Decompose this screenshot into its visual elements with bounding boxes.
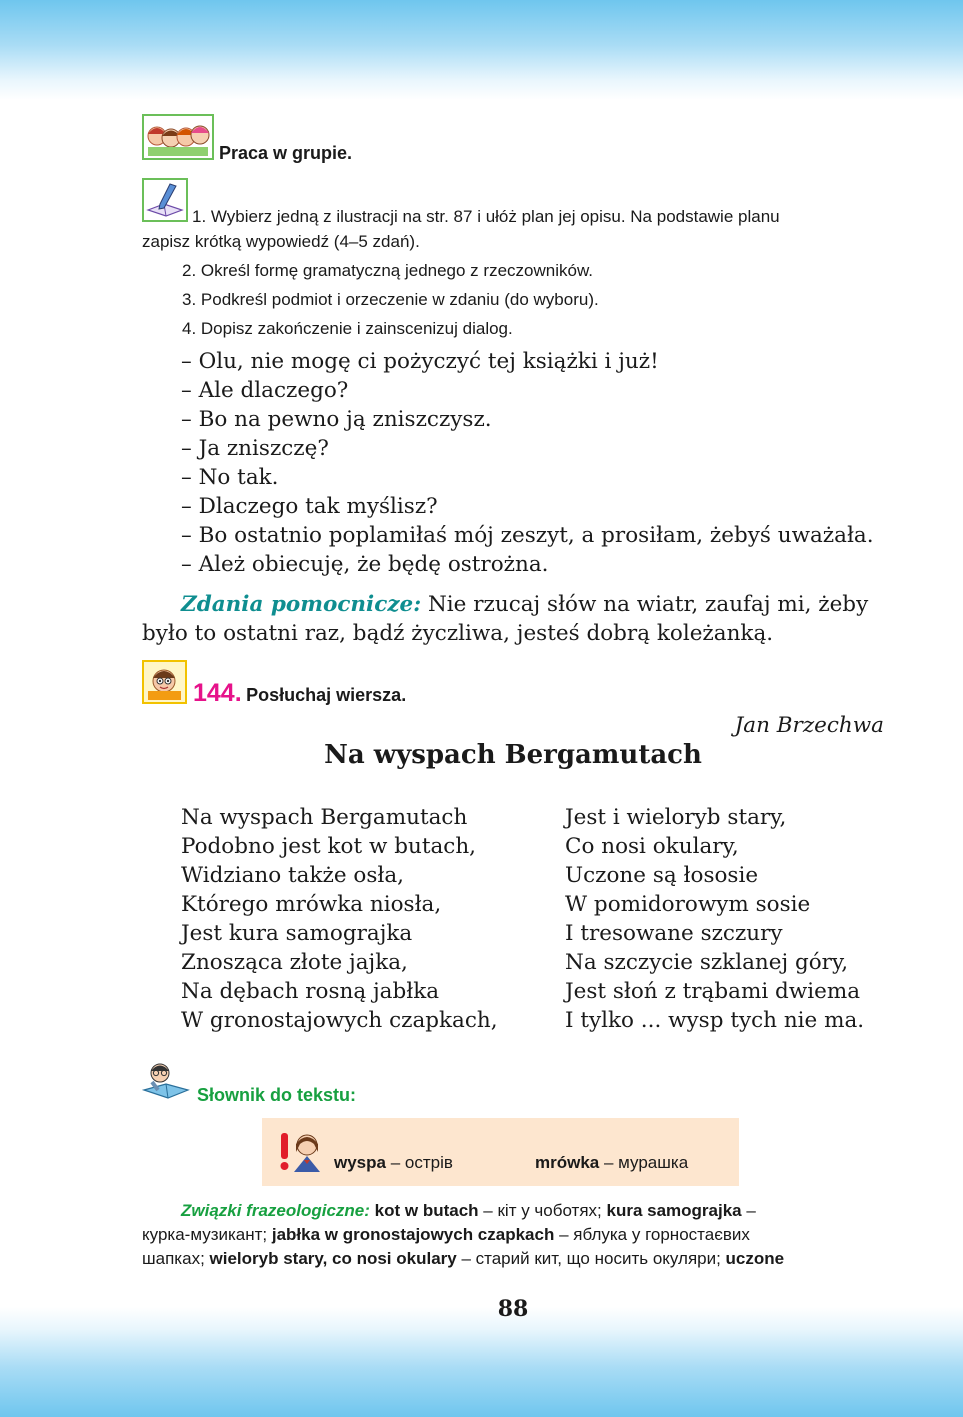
vocab-entry-2 [535,1153,688,1173]
poem-line: I tresowane szczury [565,921,783,946]
phrase-translation: – яблука у горностаєвих [554,1225,750,1244]
phrase-translation: курка-музикант; [142,1225,272,1244]
phrase-translation: – кіт у чоботях; [478,1201,607,1220]
helper-label: Zdania pomocnicze: [181,592,422,617]
top-decorative-band [0,0,963,100]
phraseology-label: Związki frazeologiczne: [181,1201,370,1220]
vocab-word: wyspa [334,1153,386,1172]
poem-line: Znosząca złote jajka, [181,950,408,975]
dialog-line: – No tak. [181,465,279,490]
poem-right-column [565,803,864,1035]
poem-line: Jest i wieloryb stary, [565,805,787,830]
dialog-line: – Ale dlaczego? [181,378,349,403]
dialog-line: – Olu, nie mogę ci pożyczyć tej książki i już! [181,349,659,374]
poem-line: Na szczycie szklanej góry, [565,950,849,975]
phrase-translation: – [741,1201,756,1220]
vocab-entry-1 [334,1153,453,1173]
pen-and-book-icon [142,178,188,222]
group-work-label: Praca w grupie. [219,143,353,163]
phrase-translation: шапках; [142,1249,210,1268]
group-of-kids-icon [142,114,214,160]
phrase: jabłka w gronostajowych czapkach [271,1225,555,1244]
dialog-line: – Dlaczego tak myślisz? [181,494,438,519]
poem-line: W pomidorowym sosie [565,892,811,917]
poem-line: Jest słoń z trąbami dwiema [565,979,861,1004]
poem-line: Podobno jest kot w butach, [181,834,477,859]
poem-line: Co nosi okulary, [565,834,739,859]
dialog-line: – Bo ostatnio poplamiłaś mój zeszyt, a prosiłam, żebyś uważała. [181,523,874,548]
exercise-144-heading [193,679,406,708]
vocab-translation: – острів [385,1153,453,1172]
dialog-line: – Ależ obiecuję, że będę ostrożna. [181,552,549,577]
phrase-translation: – старий кит, що носить окуляри; [456,1249,726,1268]
phrase: kura samograjka [606,1201,742,1220]
poem-author: Jan Brzechwa [734,713,884,738]
vocab-word: mrówka [535,1153,600,1172]
phrase: uczone [725,1249,785,1268]
dialog-line: – Bo na pewno ją zniszczysz. [181,407,492,432]
helper-text: Nie rzucaj słów na wiatr, zaufaj mi, żeby [421,592,869,617]
poem-line: Na dębach rosną jabłka [181,979,440,1004]
dialog [181,347,874,579]
poem-line: Którego mrówka niosła, [181,892,442,917]
dictionary-heading: Słownik do tekstu: [197,1085,357,1105]
task-4-text: 4. Dopisz zakończenie i zainscenizuj dialog. [182,319,513,338]
poem-left-column [181,803,498,1035]
phrase: wieloryb stary, co nosi okulary [209,1249,457,1268]
task-3-text: 3. Podkreśl podmiot i orzeczenie w zdaniu (do wyboru). [182,290,599,309]
reading-child-icon [142,1060,190,1102]
helper-sentences-line-1 [181,590,868,619]
exercise-instruction: Posłuchaj wiersza. [246,685,407,705]
poem-line: I tylko ... wysp tych nie ma. [565,1008,865,1033]
vocab-translation: – мурашка [599,1153,689,1172]
bottom-decorative-band [0,1307,963,1417]
poem-line: Jest kura samograjka [181,921,413,946]
exercise-number: 144. [193,679,242,707]
listening-child-icon [142,660,187,704]
helper-sentences-line-2: było to ostatni raz, bądź życzliwa, jesteś dobrą koleżanką. [142,621,774,646]
phraseology-line-1 [181,1199,756,1223]
phraseology-line-3 [142,1247,784,1271]
poem-title: Na wyspach Bergamutach [324,740,702,770]
phraseology-line-2 [142,1223,750,1247]
dialog-line: – Ja zniszczę? [181,436,329,461]
poem-line: Uczone są łososie [565,863,759,888]
poem-line: Widziano także osła, [181,863,404,888]
poem-line: W gronostajowych czapkach, [181,1008,498,1033]
page-number: 88 [497,1296,529,1322]
task-2-text: 2. Określ formę gramatyczną jednego z rzeczowników. [182,261,594,280]
exclamation-girl-icon [278,1130,324,1174]
task-1-continuation: zapisz krótką wypowiedź (4–5 zdań). [142,232,420,251]
task-1-text: 1. Wybierz jedną z ilustracji na str. 87 i ułóż plan jej opisu. Na podstawie planu [192,207,780,226]
vocabulary-box [262,1118,739,1186]
poem-line: Na wyspach Bergamutach [181,805,468,830]
phrase: kot w butach [374,1201,479,1220]
